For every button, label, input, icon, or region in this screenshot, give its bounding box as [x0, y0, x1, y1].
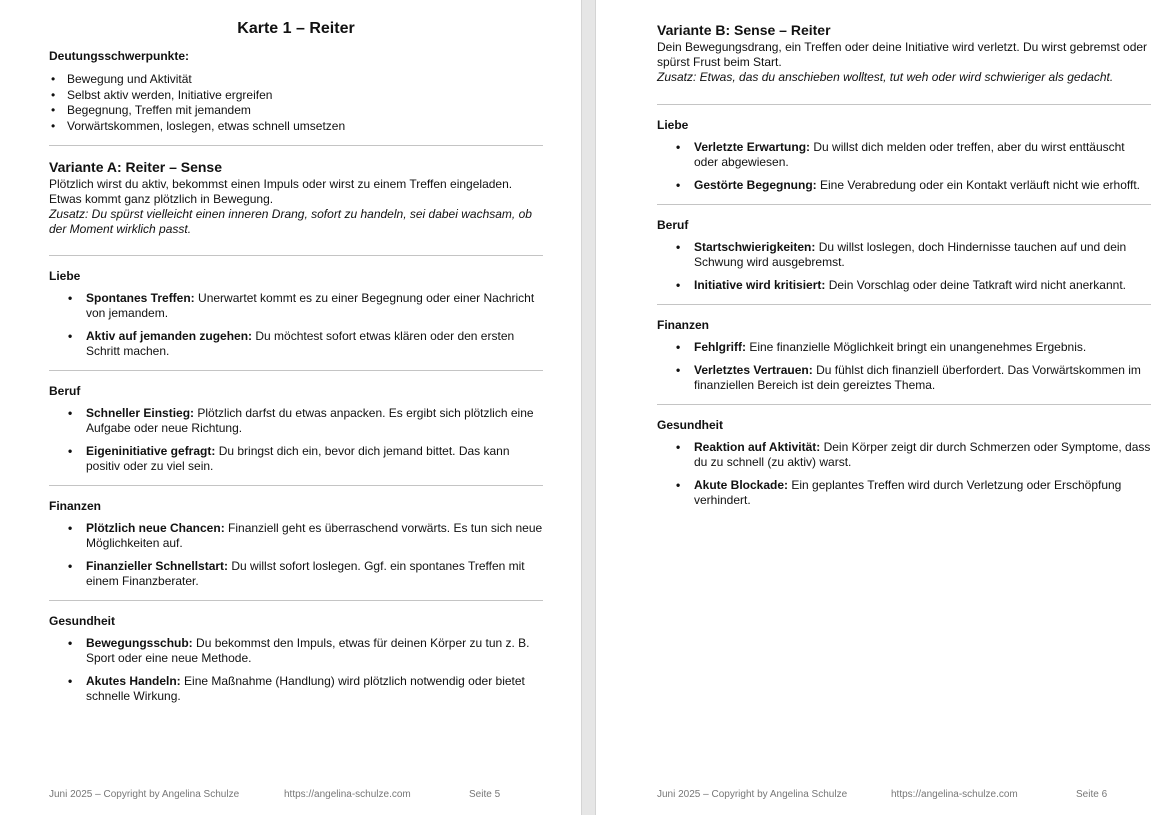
item-text: Du willst loslegen, doch Hindernisse tauchen auf und dein Schwung wird ausgebremst. [694, 240, 1127, 269]
list-item [657, 140, 1151, 170]
category-list-beruf [49, 406, 543, 474]
footer-page-number: Seite 6 [1076, 789, 1108, 800]
footer-link[interactable]: https://angelina-schulze.com [284, 789, 411, 800]
page-5-content [49, 0, 543, 712]
item-term: Spontanes Treffen: [86, 291, 195, 306]
page-gap [581, 0, 596, 815]
list-item [657, 178, 1151, 193]
list-item [49, 444, 543, 474]
category-list-finanzen [49, 521, 543, 589]
variant-a-text: Plötzlich wirst du aktiv, bekommst einen Impuls oder wirst zu einem Treffen eingeladen. Etwas kommt ganz plötzlich in Bewegung. [49, 177, 513, 207]
item-term: Fehlgriff: [694, 340, 746, 354]
item-term: Eigeninitiative gefragt: [86, 444, 216, 459]
list-item [49, 291, 543, 321]
footer-page-number: Seite 5 [469, 789, 501, 800]
category-list-gesundheit [49, 636, 543, 704]
divider [49, 145, 543, 146]
category-heading-beruf: Beruf [49, 384, 81, 399]
item-term: Aktiv auf jemanden zugehen: [86, 329, 253, 344]
item-text: Dein Körper zeigt dir durch Schmerzen oder Symptome, dass du zu schnell (zu aktiv) warst. [694, 440, 1151, 469]
category-heading-beruf: Beruf [657, 218, 689, 232]
card-title: Karte 1 – Reiter [237, 20, 355, 37]
item-text: Eine Maßnahme (Handlung) wird plötzlich notwendig oder bietet schnelle Wirkung. [86, 674, 525, 704]
item-text: Eine Verabredung oder ein Kontakt verläuft nicht wie erhofft. [816, 178, 1140, 192]
item-text: Dein Vorschlag oder deine Tatkraft wird nicht anerkannt. [825, 278, 1126, 292]
item-text: Du willst dich melden oder treffen, aber du wirst enttäuscht oder abgewiesen. [694, 140, 1125, 169]
item-term: Akutes Handeln: [86, 674, 181, 689]
list-item [657, 278, 1151, 293]
item-text: Du bringst dich ein, bevor dich jemand bittet. Das kann positiv oder zu viel sein. [86, 444, 510, 474]
document-page-5 [0, 0, 581, 815]
list-item [657, 363, 1151, 393]
divider [657, 304, 1151, 305]
item-text: Du willst sofort loslegen. Ggf. ein spontanes Treffen mit einem Finanzberater. [86, 559, 525, 589]
category-heading-finanzen: Finanzen [49, 499, 102, 514]
divider [49, 255, 543, 256]
item-term: Verletzte Erwartung: [694, 140, 811, 154]
list-item [657, 340, 1151, 355]
list-item [49, 521, 543, 551]
item-term: Gestörte Begegnung: [694, 178, 817, 192]
focus-heading: Deutungsschwerpunkte: [49, 49, 190, 63]
list-item [657, 240, 1151, 270]
divider [49, 485, 543, 486]
item-text: Du fühlst dich finanziell überfordert. Das Vorwärtskommen im finanziellen Bereich ist dein gereiztes Thema. [694, 363, 1141, 392]
item-term: Initiative wird kritisiert: [694, 278, 826, 292]
focus-item: • Selbst aktiv werden, Initiative ergreifen [49, 88, 543, 104]
category-list-liebe [49, 291, 543, 359]
item-term: Akute Blockade: [694, 478, 789, 492]
variant-a-extra: Zusatz: Du spürst vielleicht einen inneren Drang, sofort zu handeln, sei dabei wachsam, ob der Moment wirklich passt. [49, 207, 532, 237]
category-heading-gesundheit: Gesundheit [657, 418, 724, 432]
list-item [49, 329, 543, 359]
document-page-6 [596, 0, 1173, 815]
category-heading-liebe: Liebe [49, 269, 81, 284]
divider [657, 104, 1151, 105]
category-list-finanzen [657, 340, 1151, 393]
item-text: Eine finanzielle Möglichkeit bringt ein unangenehmes Ergebnis. [746, 340, 1087, 354]
category-heading-liebe: Liebe [657, 118, 689, 132]
focus-item: • Vorwärtskommen, loslegen, etwas schnell umsetzen [49, 119, 543, 135]
list-item [49, 559, 543, 589]
item-term: Finanzieller Schnellstart: [86, 559, 229, 574]
list-item [657, 478, 1151, 508]
focus-item: • Bewegung und Aktivität [49, 72, 543, 88]
footer-link[interactable]: https://angelina-schulze.com [891, 789, 1018, 800]
item-term: Verletztes Vertrauen: [694, 363, 813, 377]
focus-list [49, 72, 543, 134]
list-item [49, 636, 543, 666]
item-text: Ein geplantes Treffen wird durch Verletzung oder Erschöpfung verhindert. [694, 478, 1122, 507]
item-text: Plötzlich darfst du etwas anpacken. Es ergibt sich plötzlich eine Aufgabe oder neue Richtung. [86, 406, 534, 436]
category-list-gesundheit [657, 440, 1151, 508]
divider [49, 370, 543, 371]
item-term: Reaktion auf Aktivität: [694, 440, 821, 454]
divider [657, 204, 1151, 205]
item-text: Du möchtest sofort etwas klären oder den ersten Schritt machen. [86, 329, 515, 359]
category-list-beruf [657, 240, 1151, 293]
item-text: Unerwartet kommt es zu einer Begegnung oder einer Nachricht von jemandem. [86, 291, 535, 321]
list-item [49, 406, 543, 436]
divider [657, 404, 1151, 405]
item-term: Schneller Einstieg: [86, 406, 195, 421]
item-text: Du bekommst den Impuls, etwas für deinen Körper zu tun z. B. Sport oder eine neue Methode. [86, 636, 530, 666]
footer-copyright: Juni 2025 – Copyright by Angelina Schulze [49, 789, 240, 800]
item-term: Plötzlich neue Chancen: [86, 521, 225, 536]
category-heading-finanzen: Finanzen [657, 318, 710, 332]
variant-a-title: Variante A: Reiter – Sense [49, 159, 223, 176]
item-term: Startschwierigkeiten: [694, 240, 816, 254]
category-list-liebe [657, 140, 1151, 193]
list-item [49, 674, 543, 704]
page-6-content [657, 0, 1151, 516]
footer-copyright: Juni 2025 – Copyright by Angelina Schulze [657, 789, 848, 800]
variant-b-title: Variante B: Sense – Reiter [657, 22, 831, 38]
variant-b-text: Dein Bewegungsdrang, ein Treffen oder deine Initiative wird verletzt. Du wirst gebremst oder spürst Frust beim Start. [657, 40, 1148, 69]
item-text: Finanziell geht es überraschend vorwärts. Es tun sich neue Möglichkeiten auf. [86, 521, 543, 551]
list-item [657, 440, 1151, 470]
category-heading-gesundheit: Gesundheit [49, 614, 116, 629]
variant-b-extra: Zusatz: Etwas, das du anschieben wolltest, tut weh oder wird schwieriger als gedacht. [657, 70, 1114, 84]
focus-item: • Begegnung, Treffen mit jemandem [49, 103, 543, 119]
item-term: Bewegungsschub: [86, 636, 193, 651]
divider [49, 600, 543, 601]
